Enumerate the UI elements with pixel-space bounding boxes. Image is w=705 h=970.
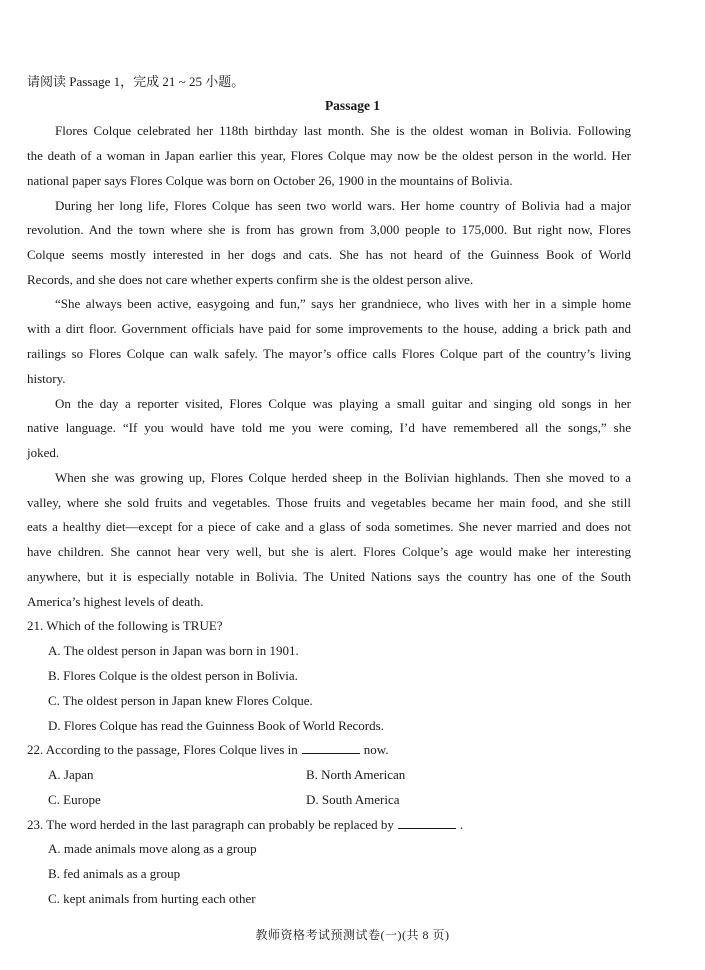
passage-line: Colque seems mostly interested in her dogs and cats. She has not heard of the Guinness Book of World bbox=[27, 247, 631, 262]
q21-option-c[interactable]: C. The oldest person in Japan knew Flores Colque. bbox=[48, 693, 313, 708]
passage-line: When she was growing up, Flores Colque herded sheep in the Bolivian highlands. Then she moved to a bbox=[55, 470, 631, 485]
instruction: 请阅读 Passage 1，完成 21 ~ 25 小题。 bbox=[27, 74, 245, 89]
passage-title: Passage 1 bbox=[324, 98, 381, 113]
passage-line: native language. “If you would have told me you were coming, I’d have remembered all the songs,” she bbox=[27, 420, 631, 435]
q22-option-a[interactable]: A. Japan bbox=[48, 767, 94, 782]
passage-line: railings so Flores Colque can walk safely. The mayor’s office calls Flores Colque part of the country’s living bbox=[27, 346, 631, 361]
passage-line: America’s highest levels of death. bbox=[27, 594, 204, 609]
passage-line: the death of a woman in Japan earlier this year, Flores Colque may now be the oldest person in the world. Her bbox=[27, 148, 631, 163]
question-22-stem bbox=[27, 742, 631, 758]
passage-line: have children. She cannot hear very well, but she is alert. Flores Colque’s age would make her interesting bbox=[27, 544, 631, 559]
question-21-stem: 21. Which of the following is TRUE? bbox=[27, 618, 223, 633]
passage-line: history. bbox=[27, 371, 66, 386]
passage-line: valley, where she sold fruits and vegetables. Those fruits and vegetables became her main food, and she still bbox=[27, 495, 631, 510]
passage-line: joked. bbox=[27, 445, 60, 460]
q22-option-d[interactable]: D. South America bbox=[306, 792, 400, 807]
q23-option-b[interactable]: B. fed animals as a group bbox=[48, 866, 181, 881]
q23-option-a[interactable]: A. made animals move along as a group bbox=[48, 841, 257, 856]
passage-line: Flores Colque celebrated her 118th birthday last month. She is the oldest woman in Bolivia. Following bbox=[55, 123, 631, 138]
q22-stem-before: 22. According to the passage, Flores Colque lives in bbox=[27, 742, 298, 757]
passage-line: revolution. And the town where she is from has grown from 3,000 people to 175,000. But right now, Flores bbox=[27, 222, 631, 237]
question-23-stem bbox=[27, 817, 631, 833]
q21-option-a[interactable]: A. The oldest person in Japan was born in 1901. bbox=[48, 643, 299, 658]
q22-option-b[interactable]: B. North American bbox=[306, 767, 406, 782]
q23-stem-before: 23. The word herded in the last paragraph can probably be replaced by bbox=[27, 817, 394, 832]
passage-line: national paper says Flores Colque was born on October 26, 1900 in the mountains of Bolivia. bbox=[27, 173, 513, 188]
q23-stem-after: . bbox=[459, 817, 464, 832]
page-footer: 教师资格考试预测试卷(一)(共 8 页) bbox=[255, 928, 450, 942]
q21-option-d[interactable]: D. Flores Colque has read the Guinness Book of World Records. bbox=[48, 718, 384, 733]
q22-stem-after: now. bbox=[363, 742, 389, 757]
q23-option-c[interactable]: C. kept animals from hurting each other bbox=[48, 891, 256, 906]
q22-option-c[interactable]: C. Europe bbox=[48, 792, 101, 807]
q21-option-b[interactable]: B. Flores Colque is the oldest person in Bolivia. bbox=[48, 668, 298, 683]
passage-line: eats a healthy diet—except for a piece of cake and a glass of soda sometimes. She never married and does not bbox=[27, 519, 631, 534]
answer-blank bbox=[302, 742, 360, 754]
passage-line: Records, and she does not care whether experts confirm she is the oldest person alive. bbox=[27, 272, 474, 287]
answer-blank bbox=[398, 817, 456, 829]
passage-line: with a dirt floor. Government officials have paid for some improvements to the house, adding a brick path and bbox=[27, 321, 631, 336]
passage-line: During her long life, Flores Colque has seen two world wars. Her home country of Bolivia had a major bbox=[55, 198, 631, 213]
passage-line: anywhere, but it is especially notable in Bolivia. The United Nations says the country has one of the South bbox=[27, 569, 631, 584]
passage-line: On the day a reporter visited, Flores Colque was playing a small guitar and singing old songs in her bbox=[55, 396, 631, 411]
passage-line: “She always been active, easygoing and fun,” says her grandniece, who lives with her in a simple home bbox=[55, 296, 631, 311]
